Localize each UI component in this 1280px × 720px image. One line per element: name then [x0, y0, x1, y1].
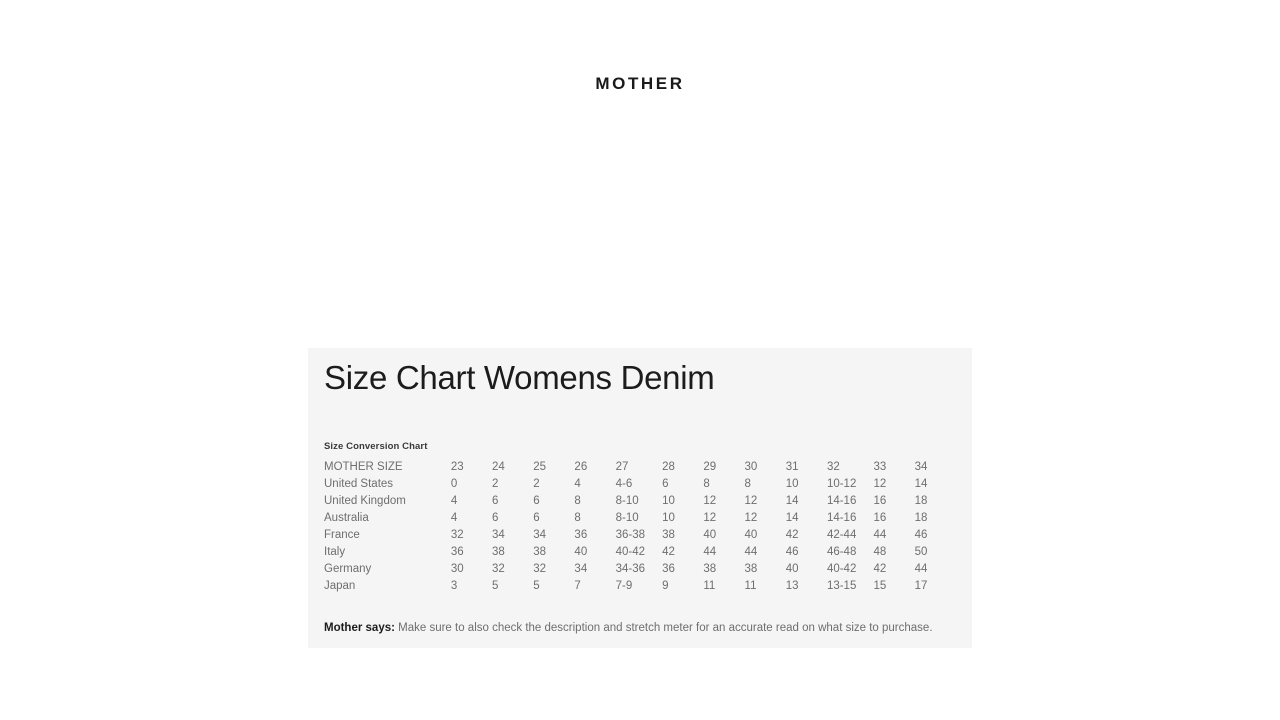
cell: 2: [492, 478, 499, 490]
cell: 17: [914, 580, 928, 592]
cell: 40: [703, 529, 717, 541]
cell: 6: [533, 495, 540, 507]
cell: 10-12: [826, 478, 857, 490]
cell: 8: [574, 495, 581, 507]
brand-logo: MOTHER: [595, 74, 685, 93]
cell: 24: [492, 461, 505, 473]
cell: 14: [785, 495, 799, 507]
cell: 12: [873, 478, 887, 490]
cell: 14: [914, 478, 928, 490]
cell: 27: [615, 461, 629, 473]
section-label: Size Conversion Chart: [324, 441, 428, 452]
cell: 32: [450, 529, 464, 541]
cell: 40: [744, 529, 758, 541]
cell: 7-9: [615, 580, 633, 592]
cell: 15: [873, 580, 887, 592]
cell: 12: [744, 512, 758, 524]
table-row: [324, 561, 956, 578]
cell: 4: [450, 495, 458, 507]
cell: 38: [492, 546, 505, 558]
cell: 8: [744, 478, 751, 490]
page-title: Size Chart Womens Denim: [324, 359, 715, 396]
cell: 44: [873, 529, 887, 541]
cell: 33: [873, 461, 887, 473]
cell: 12: [703, 495, 717, 507]
row-label: United States: [324, 478, 394, 490]
cell: 0: [450, 478, 458, 490]
cell: 4: [574, 478, 581, 490]
cell: 28: [662, 461, 675, 473]
cell: 14-16: [826, 512, 857, 524]
cell: 16: [873, 495, 887, 507]
cell: 10: [785, 478, 799, 490]
row-label: France: [324, 529, 360, 541]
cell: 25: [533, 461, 547, 473]
cell: 9: [662, 580, 669, 592]
cell: 12: [703, 512, 717, 524]
cell: 29: [703, 461, 717, 473]
cell: 31: [785, 461, 799, 473]
cell: 2: [533, 478, 540, 490]
cell: 10: [662, 512, 675, 524]
table-row: [324, 476, 956, 493]
cell: 44: [914, 563, 928, 575]
cell: 34: [492, 529, 505, 541]
cell: 6: [492, 512, 499, 524]
cell: 48: [873, 546, 887, 558]
cell: 13: [785, 580, 799, 592]
footnote: [324, 621, 933, 636]
cell: 36-38: [615, 529, 646, 541]
cell: 8: [703, 478, 710, 490]
row-label: United Kingdom: [324, 495, 406, 507]
cell: 7: [574, 580, 581, 592]
cell: 5: [492, 580, 499, 592]
cell: 18: [914, 495, 928, 507]
cell: 34: [914, 461, 928, 473]
cell: 26: [574, 461, 588, 473]
cell: 8-10: [615, 512, 639, 524]
row-label: Japan: [324, 580, 356, 592]
cell: 42: [873, 563, 887, 575]
cell: 12: [744, 495, 758, 507]
footnote-label: Mother says:: [324, 622, 395, 634]
cell: 30: [450, 563, 464, 575]
cell: 4: [450, 512, 458, 524]
cell: 6: [492, 495, 499, 507]
table-row: [324, 544, 956, 561]
table-row: [324, 493, 956, 510]
cell: 38: [703, 563, 717, 575]
cell: 50: [914, 546, 928, 558]
cell: 14-16: [826, 495, 857, 507]
table-row: [324, 459, 956, 476]
cell: 40-42: [826, 563, 857, 575]
cell: 30: [744, 461, 758, 473]
cell: 13-15: [826, 580, 857, 592]
cell: 36: [574, 529, 588, 541]
cell: 32: [533, 563, 547, 575]
cell: 6: [533, 512, 540, 524]
cell: 3: [450, 580, 458, 592]
cell: 46: [785, 546, 799, 558]
cell: 11: [744, 580, 757, 592]
cell: 6: [662, 478, 669, 490]
cell: 18: [914, 512, 928, 524]
table-row: [324, 578, 956, 595]
cell: 42: [785, 529, 799, 541]
cell: 46: [914, 529, 928, 541]
cell: 38: [662, 529, 675, 541]
table-row: [324, 510, 956, 527]
cell: 38: [533, 546, 547, 558]
cell: 14: [785, 512, 799, 524]
cell: 16: [873, 512, 887, 524]
cell: 42: [662, 546, 675, 558]
cell: 34-36: [615, 563, 646, 575]
cell: 46-48: [826, 546, 857, 558]
cell: 38: [744, 563, 758, 575]
row-label: Italy: [324, 546, 346, 558]
cell: 44: [703, 546, 717, 558]
cell: 36: [450, 546, 464, 558]
footnote-text: Make sure to also check the description and stretch meter for an accurate read on what size to purchase.: [394, 622, 933, 634]
cell: 36: [662, 563, 675, 575]
cell: 10: [662, 495, 675, 507]
cell: 11: [703, 580, 716, 592]
cell: 40-42: [615, 546, 646, 558]
size-conversion-table: [324, 459, 956, 595]
cell: 42-44: [826, 529, 857, 541]
cell: 40: [574, 546, 588, 558]
cell: 23: [450, 461, 464, 473]
cell: 4-6: [615, 478, 633, 490]
row-label: Germany: [324, 563, 372, 575]
size-chart-panel: [308, 348, 972, 648]
cell: 32: [492, 563, 505, 575]
cell: 32: [826, 461, 840, 473]
cell: 5: [533, 580, 540, 592]
cell: 34: [533, 529, 547, 541]
cell: 8: [574, 512, 581, 524]
cell: 44: [744, 546, 758, 558]
cell: 8-10: [615, 495, 639, 507]
row-label: Australia: [324, 512, 369, 524]
row-label: MOTHER SIZE: [324, 461, 403, 473]
cell: 40: [785, 563, 799, 575]
table-row: [324, 527, 956, 544]
cell: 34: [574, 563, 588, 575]
